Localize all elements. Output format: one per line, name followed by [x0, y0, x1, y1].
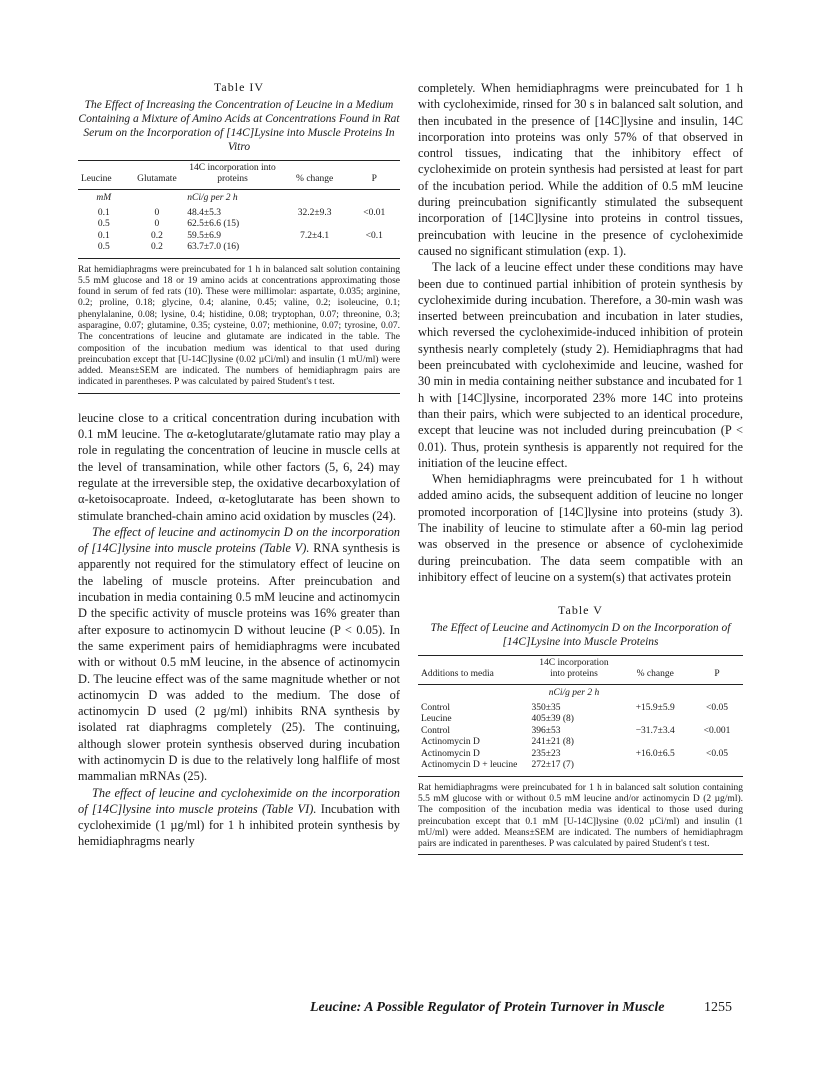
table-cell: Control [421, 725, 451, 736]
table-cell: Leucine [421, 714, 452, 725]
table-iv-unit: mM [96, 193, 112, 203]
table-cell: Actinomycin D [421, 748, 480, 759]
table-v-header: Additions to media [418, 656, 529, 685]
table-cell: <0.01 [363, 207, 386, 218]
table-iv-unit [130, 190, 185, 208]
paragraph-body: RNA synthesis is apparently not required for the stimulatory effect of leucine on the labeling of muscle proteins. After preincubation and incubation in media containing 0.5 mM leucine and actinomycin D the specific activity of muscle proteins was 16% greater than after exposure to actinomycin D without leucine (P < 0.05). In the same experiment pairs of hemidiaphragms were incubated with or without 0.5 mM leucine, in the absence of actinomycin D. The leucine effect was of the same magnitude whether or not actinomycin D was added to the medium. The dose of actinomycin D used (2 µg/ml) inhibits RNA synthesis by isolated rat diaphragms completely (25). The continuing, although slower protein synthesis observed during incubation with actinomycin D is due to the relatively long halflife of most mammalian mRNAs (25). [78, 541, 400, 784]
table-cell: 63.7±7.0 (16) [184, 242, 281, 258]
table-v-unit [418, 685, 529, 703]
table-v-header: 14C incorporation into proteins [529, 656, 620, 685]
table-v-title: Table V [558, 603, 603, 618]
table-iv-header: Leucine [78, 161, 130, 190]
table-cell: Actinomycin D + leucine [418, 760, 529, 776]
table-cell [691, 760, 743, 776]
table-cell: 272±17 (7) [529, 760, 620, 776]
table-cell [691, 714, 743, 726]
body-paragraph [78, 524, 400, 785]
table-row [418, 703, 743, 715]
table-v [418, 603, 743, 855]
table-cell: 48.4±5.3 [187, 207, 221, 218]
table-row [78, 231, 400, 243]
body-paragraph: The lack of a leucine effect under these conditions may have been due to continued partial inhibition of protein synthesis by cycloheximide during incubation. Therefore, a 30-min wash was inserted between preincubation and incubation in later studies, which reversed the cycloheximide-induced inhibition of protein synthesis nearly completely (study 2). Hemidiaphragms that had been preincubated with cycloheximide and leucine, washed for 30 min in media containing neither substance and incubated for 1 h with [14C]lysine, incorporated 23% more 14C into proteins than their pairs, which were subjected to an identical procedure, except that leucine was not included during preincubation (P < 0.01). Thus, protein synthesis is apparently not required for the initiation of the leucine effect. [418, 260, 743, 470]
table-iv-unit [281, 190, 349, 208]
table-row [418, 749, 743, 761]
table-v-unit: nCi/g per 2 h [548, 688, 600, 699]
table-row [418, 760, 743, 776]
table-cell: 350±35 [531, 702, 561, 713]
table-iv-header: % change [281, 161, 349, 190]
table-iv-unit: nCi/g per 2 h [187, 193, 238, 203]
table-cell: 235±23 [531, 748, 561, 759]
right-column [418, 80, 743, 855]
table-cell: +15.9±5.9 [635, 702, 675, 713]
table-v-units-row [418, 685, 743, 703]
table-cell: 7.2±4.1 [300, 230, 330, 241]
table-cell [281, 219, 349, 231]
table-iv-header: Glutamate [130, 161, 185, 190]
table-row [78, 242, 400, 258]
table-v-caption: The Effect of Leucine and Actinomycin D on the Incorporation of [14C]Lysine into Muscle Proteins [430, 622, 731, 649]
table-cell [348, 219, 400, 231]
table-iv-units-row [78, 190, 400, 208]
running-title: Leucine: A Possible Regulator of Protein Turnover in Muscle [310, 1000, 665, 1015]
table-cell: <0.1 [365, 230, 383, 241]
table-cell: <0.001 [703, 725, 731, 736]
table-iv-grid [78, 160, 400, 259]
table-cell [281, 242, 349, 258]
table-cell: 0 [154, 207, 160, 218]
table-cell: Control [421, 702, 451, 713]
table-cell: 62.5±6.6 (15) [187, 219, 240, 229]
body-paragraph [78, 785, 400, 850]
table-cell [620, 737, 692, 749]
table-iv-unit [348, 190, 400, 208]
table-cell: 0.5 [78, 242, 130, 258]
table-cell: 59.5±6.9 [187, 230, 221, 241]
table-cell [620, 714, 692, 726]
section-run-in-heading: The effect of leucine and cycloheximide on the incorporation of [14C]lysine into muscle proteins (Table VI). [78, 785, 400, 816]
table-cell [348, 242, 400, 258]
table-cell [620, 760, 692, 776]
table-row [418, 726, 743, 738]
table-row [418, 737, 743, 749]
table-v-header: P [691, 656, 743, 685]
table-iv-title: Table IV [213, 80, 265, 94]
body-paragraph: completely. When hemidiaphragms were preincubated for 1 h with cycloheximide, rinsed for 30 s in balanced salt solution, and then incubated in the presence of [14C]lysine and insulin, 14C incorporation into proteins was only 57% of that observed in control tissues, indicating that the inhibitory effect of cycloheximide on protein synthesis had persisted at least for part of the incubation period. While the addition of 0.5 mM leucine during preincubation significantly stimulated the subsequent incorporation of [14C]lysine into proteins in control tissues, preincubation with leucine in the presence of cycloheximide caused no significant stimulation (exp. 1). [418, 81, 743, 258]
table-row [78, 208, 400, 220]
table-v-unit [620, 685, 692, 703]
table-v-header: % change [620, 656, 692, 685]
table-iv-header: P [348, 161, 400, 190]
table-iv-footnote: Rat hemidiaphragms were preincubated for 1 h in balanced salt solution containing 5.5 mM glucose and 18 or 19 amino acids at concentrations approximating those found in serum of fed rats (10). These were millimolar: aspartate, 0.035; arginine, 0.2; proline, 0.18; glycine, 0.4; alanine, 0.45; valine, 0.2; isoleucine, 0.1; phenylalanine, 0.08; lysine, 0.4; histidine, 0.08; tryptophan, 0.07; threonine, 0.3; asparagine, 0.07; glutamine, 0.35; cysteine, 0.07; methionine, 0.07; tyrosine, 0.07. The concentrations of leucine and glutamate are indicated in the table. The composition of the incubation medium was identical to that used during preincubation except that [U-14C]lysine (0.02 µCi/ml) and insulin (1 mU/ml) were added. Means±SEM are indicated. The numbers of hemidiaphragm pairs are indicated in parentheses. P was calculated by paired Student's t test. [78, 265, 400, 394]
table-cell: 0 [154, 219, 160, 229]
table-cell: Actinomycin D [421, 737, 480, 748]
paragraph-body: Incubation with cycloheximide (1 µg/ml) for 1 h inhibited protein synthesis by hemidiaphragms nearly [78, 801, 400, 849]
table-cell: 241±21 (8) [531, 737, 574, 748]
page-number: 1255 [704, 1000, 732, 1015]
table-cell: 405±39 (8) [531, 714, 574, 725]
section-run-in-heading: The effect of leucine and actinomycin D on the incorporation of [14C]lysine into muscle proteins (Table V). [78, 524, 400, 556]
table-iv-header: 14C incorporation into proteins [184, 161, 281, 190]
body-paragraph: When hemidiaphragms were preincubated for 1 h without added amino acids, the subsequent addition of leucine no longer promoted incorporation of [14C]lysine into proteins (study 3). The inability of leucine to stimulate after a 60-min lag period was observed in the presence or absence of cycloheximide during preincubation. The data seem compatible with an inhibitory effect of leucine on a system(s) that activates protein [418, 472, 743, 584]
table-row [78, 219, 400, 231]
table-cell: 0.2 [130, 242, 185, 258]
table-v-unit [691, 685, 743, 703]
table-cell: 0.1 [97, 207, 110, 218]
table-cell: 0.1 [97, 230, 110, 241]
table-cell: <0.05 [706, 748, 728, 759]
table-v-grid [418, 655, 743, 777]
table-cell: +16.0±6.5 [635, 748, 675, 759]
table-cell: 396±53 [531, 725, 561, 736]
table-cell: <0.05 [706, 702, 728, 713]
table-cell: 0.2 [150, 230, 163, 241]
table-row [418, 714, 743, 726]
table-cell: 32.2±9.3 [297, 207, 332, 218]
body-paragraph: leucine close to a critical concentration during incubation with 0.1 mM leucine. The α-ketoglutarate/glutamate ratio may play a role in regulating the concentration of leucine in muscle cells at the level of transamination, while other factors (5, 6, 24) may regulate at the irreversible step, the oxidative decarboxylation of α-ketoisocaproate. Indeed, α-ketoglutarate has been shown to stimulate branched-chain amino acid oxidation by muscles (24). [78, 410, 400, 523]
table-iv [78, 80, 400, 394]
table-cell: 0.5 [97, 219, 110, 229]
table-cell: −31.7±3.4 [635, 725, 675, 736]
table-v-footnote: Rat hemidiaphragms were preincubated for 1 h in balanced salt solution containing 5.5 mM glucose with or without 0.5 mM leucine and/or actinomycin D (2 µg/ml). The composition of the incubation media was identical to those used during preincubation except that 0.1 mM [U-14C]lysine (0.02 µCi/ml) and insulin (1 mU/ml) were added. Means±SEM are indicated. The numbers of hemidiaphragm pairs are indicated in parentheses. P was calculated by paired Student's t test. [418, 783, 743, 856]
table-iv-caption: The Effect of Increasing the Concentration of Leucine in a Medium Containing a Mixture of Amino Acids at Concentrations Found in Rat Serum on the Incorporation of [14C]Lysine into Muscle Proteins In Vitro [78, 99, 400, 153]
left-column [78, 80, 400, 850]
table-cell [691, 737, 743, 749]
